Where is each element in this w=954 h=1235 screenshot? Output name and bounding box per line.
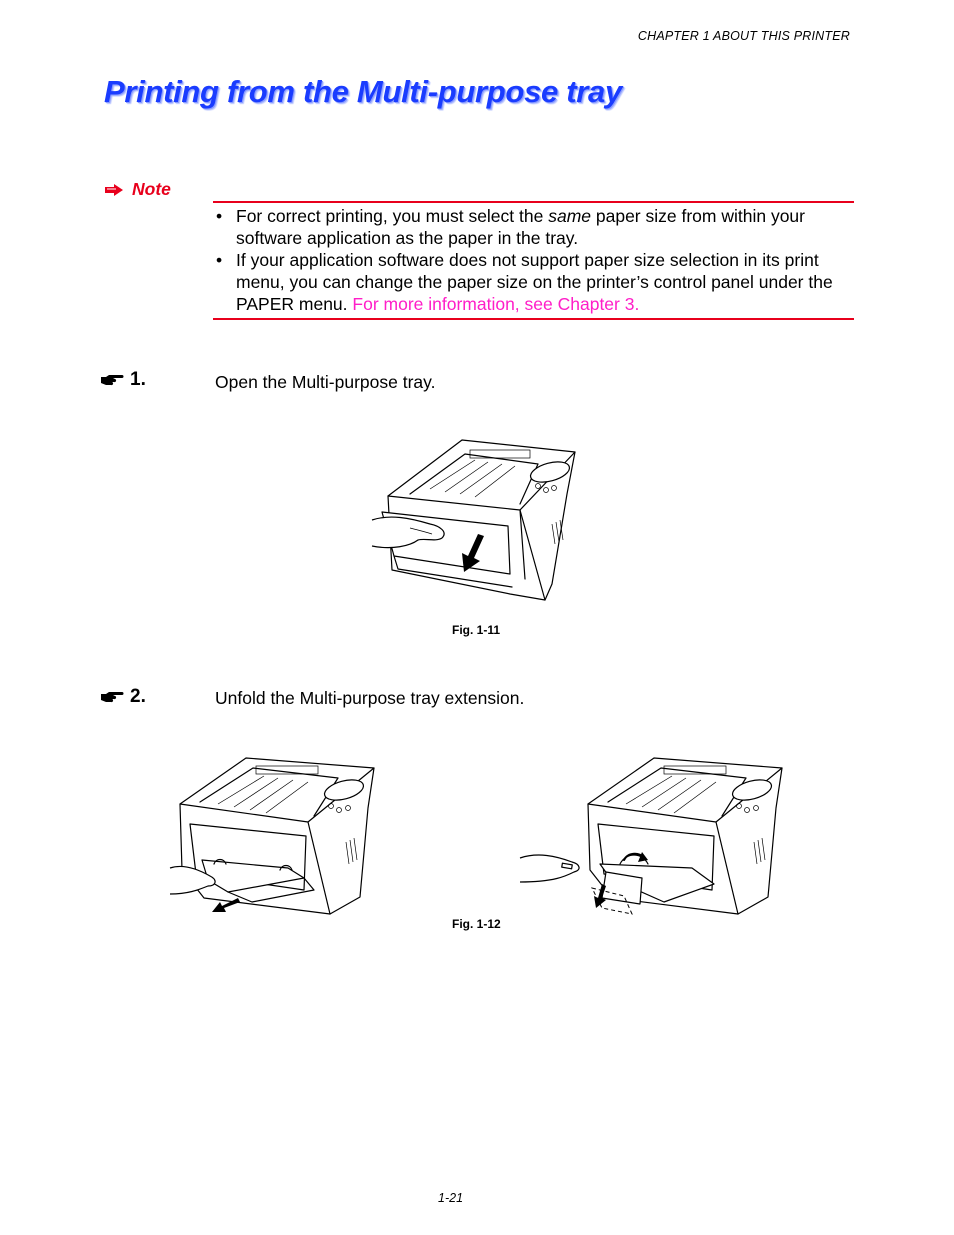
step-2-marker (100, 686, 146, 708)
note-item (213, 249, 854, 315)
bullet: • (216, 250, 223, 270)
note-top-rule (213, 201, 854, 203)
step-number: 1. (130, 369, 146, 390)
fig-1-12-printer-illustration-left (168, 752, 380, 918)
note-label: Note (132, 179, 171, 199)
arrow-note-icon (104, 184, 124, 196)
fig-1-11-printer-illustration (370, 434, 585, 604)
note-list (213, 205, 854, 315)
note-item-text: paper size from within your software application as the paper in the tray. (236, 206, 805, 248)
note-heading (104, 179, 171, 200)
note-item (213, 205, 854, 249)
page-number: 1-21 (438, 1191, 464, 1205)
page-title: Printing from the Multi-purpose tray (104, 74, 622, 109)
step-number: 2. (130, 686, 146, 707)
note-item-text: For correct printing, you must select the (236, 206, 549, 226)
chapter-3-link[interactable]: For more information, see Chapter 3. (352, 294, 640, 314)
step-1-marker (100, 369, 146, 391)
figure-caption: Fig. 1-12 (452, 917, 501, 931)
fig-1-12-printer-illustration-right (516, 752, 788, 918)
note-item-emphasis: same (548, 206, 592, 226)
figure-caption: Fig. 1-11 (452, 623, 501, 637)
pointing-hand-icon (100, 373, 124, 387)
bullet: • (216, 206, 223, 226)
chapter-header: CHAPTER 1 ABOUT THIS PRINTER (637, 29, 850, 43)
note-item-text: If your application software does not support paper size selection in its print menu, you can change the paper size on the printer’s control panel under the PAPER menu. (236, 250, 833, 314)
step-1-text: Open the Multi-purpose tray. (215, 372, 436, 392)
note-bottom-rule (213, 318, 854, 320)
step-2-text: Unfold the Multi-purpose tray extension. (215, 688, 525, 708)
pointing-hand-icon (100, 690, 124, 704)
